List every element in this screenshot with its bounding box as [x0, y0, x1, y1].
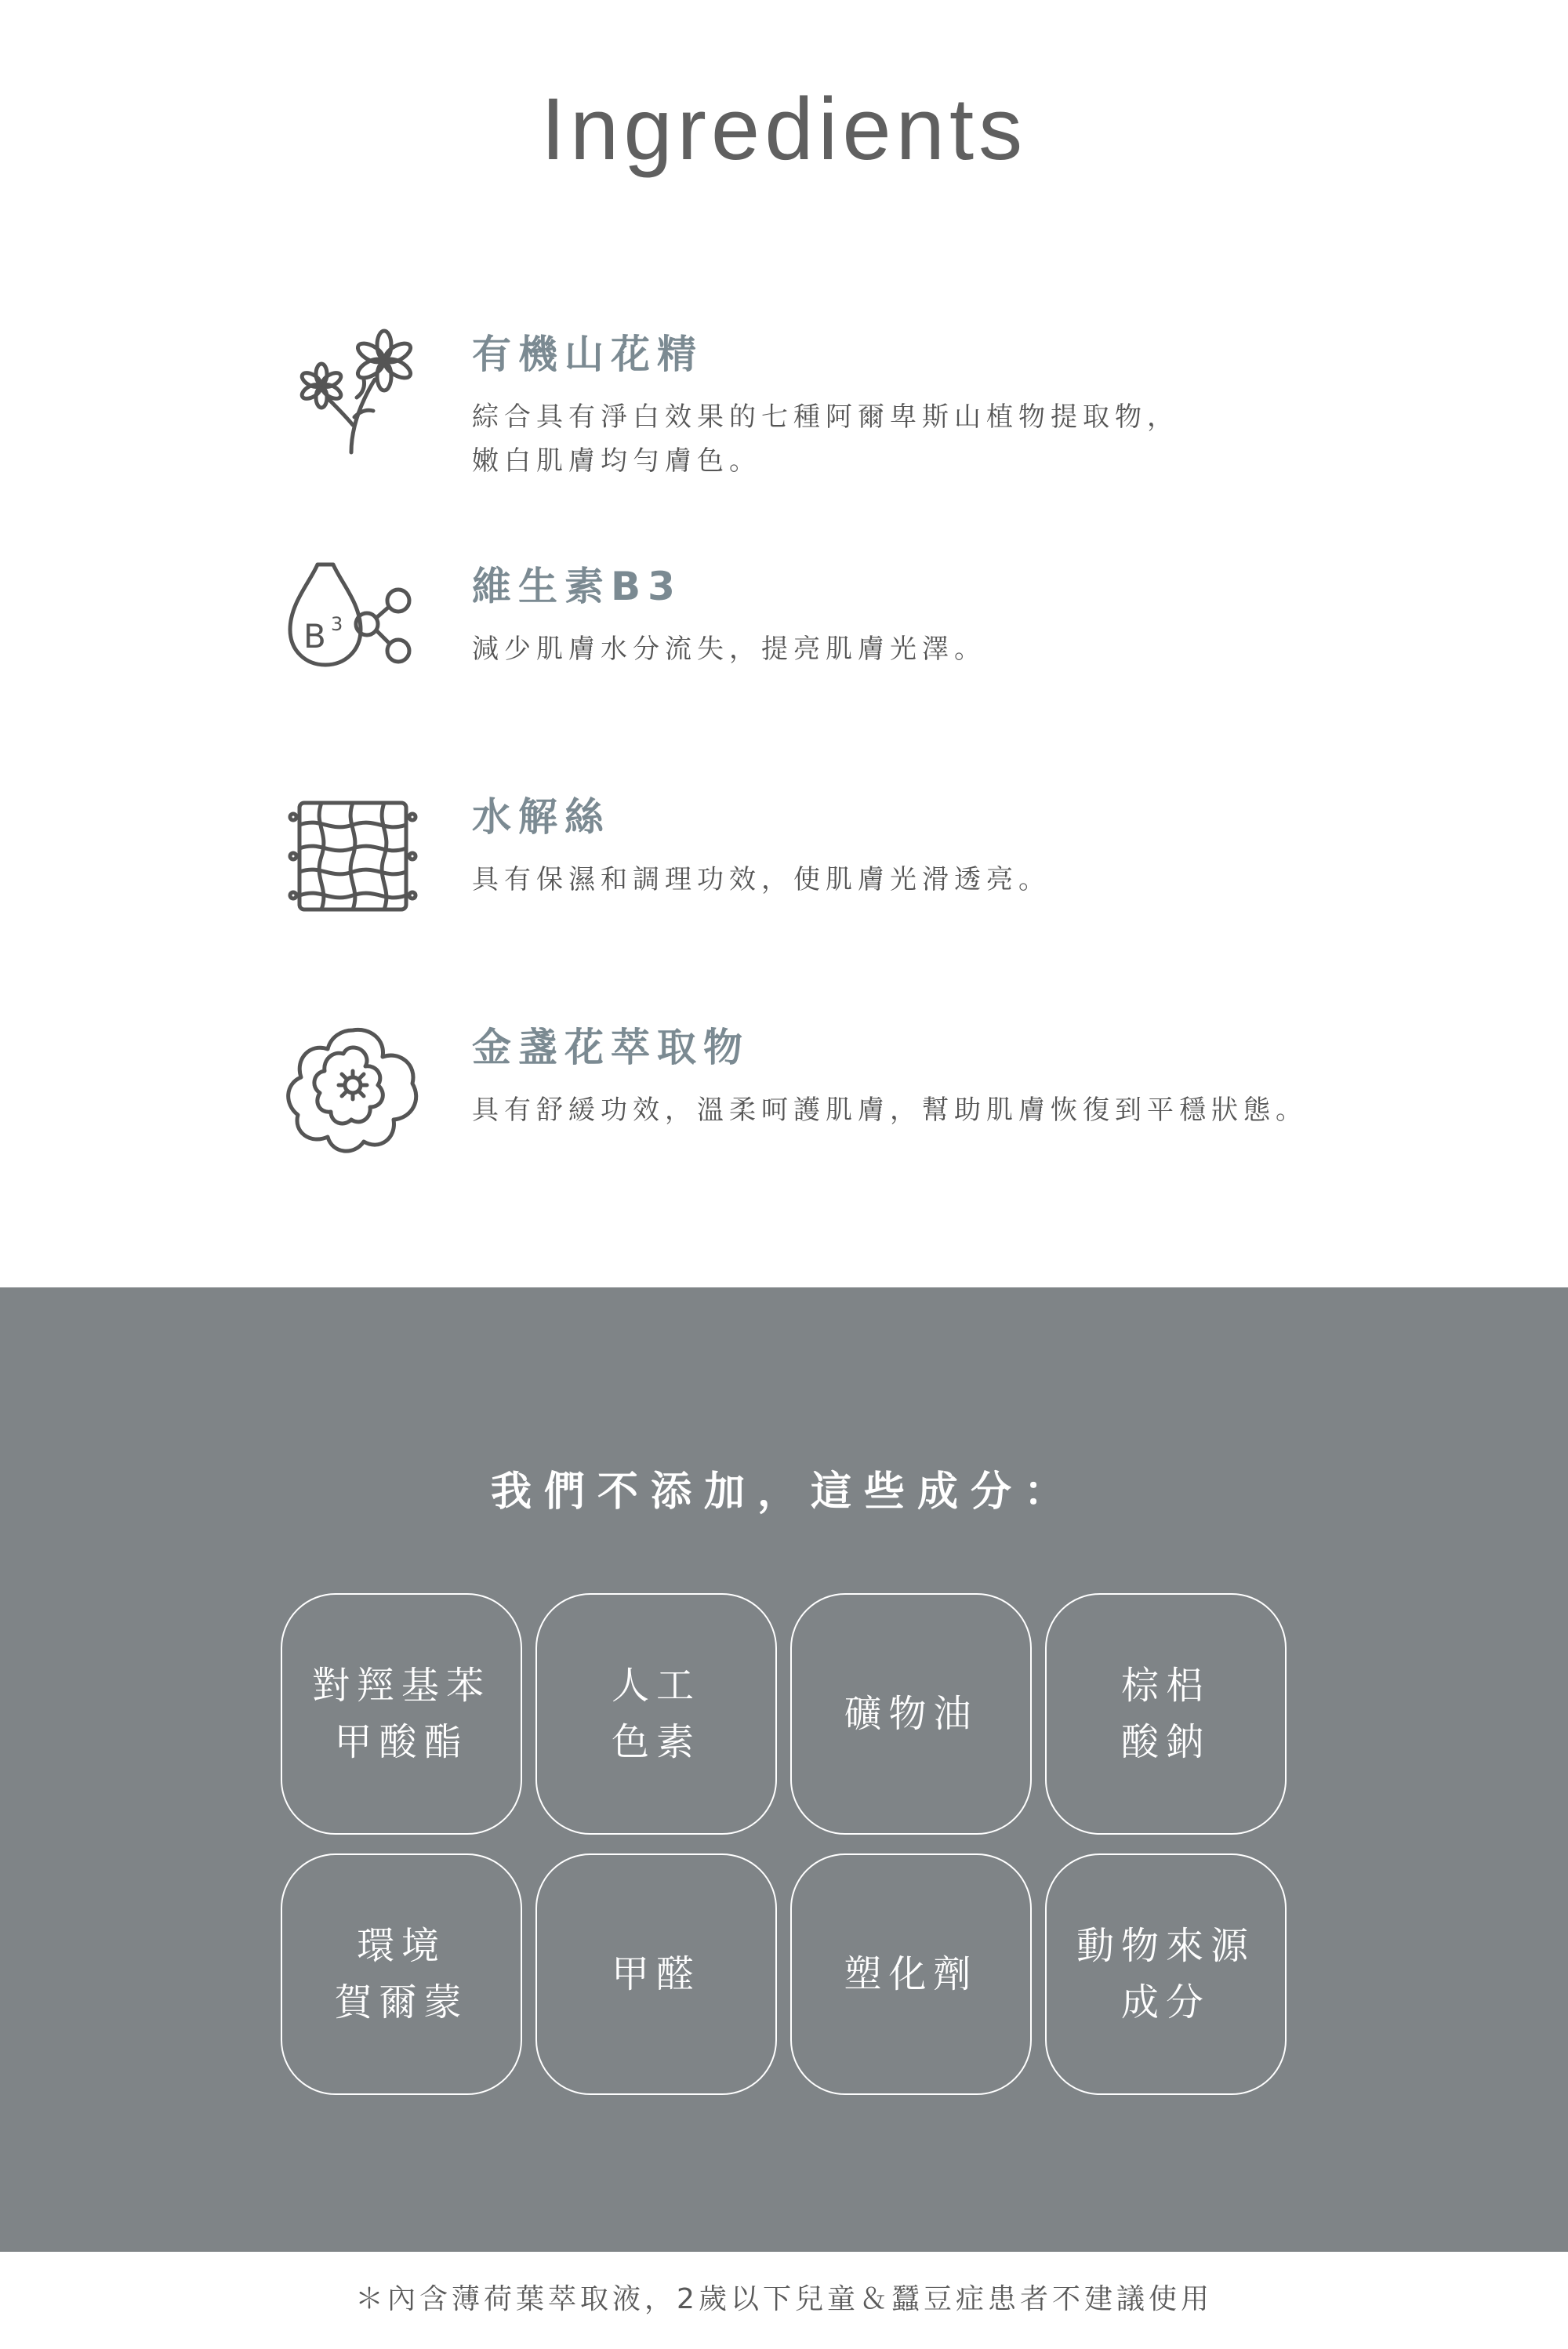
free-from-item: 甲醛 — [535, 1853, 777, 2095]
ingredient-description: 綜合具有淨白效果的七種阿爾卑斯山植物提取物， 嫩白肌膚均勻膚色。 — [472, 401, 1179, 477]
free-from-item: 塑化劑 — [790, 1853, 1032, 2095]
ingredient-name: 水解絲 — [472, 794, 611, 840]
free-from-item: 人工 色素 — [535, 1593, 777, 1835]
page-title: Ingredients — [540, 80, 1028, 178]
free-from-grid — [281, 1593, 1287, 2095]
free-from-item: 礦物油 — [790, 1593, 1032, 1835]
ingredient-description: 減少肌膚水分流失，提亮肌膚光澤。 — [472, 634, 986, 665]
free-from-title: 我們不添加，這些成分： — [490, 1469, 1077, 1516]
free-from-item: 棕梠 酸鈉 — [1045, 1593, 1287, 1835]
b3-molecule-drop-icon — [282, 555, 423, 696]
ingredient-name: 有機山花精 — [472, 332, 703, 377]
ingredient-item-calendula-extract — [282, 1016, 1380, 1165]
ingredient-name: 金盞花萃取物 — [472, 1025, 750, 1070]
b3-superscript: 3 — [331, 613, 343, 635]
free-from-item: 動物來源 成分 — [1045, 1853, 1287, 2095]
ingredient-item-hydrolyzed-silk — [282, 786, 1380, 935]
footnote: ＊內含薄荷葉萃取液，2歲以下兒童＆蠶豆症患者不建議使用 — [355, 2283, 1213, 2315]
woven-silk-icon — [282, 786, 423, 927]
ingredient-item-vitamin-b3 — [282, 555, 1380, 704]
ingredient-name: 維生素B3 — [472, 564, 682, 609]
ingredient-item-organic-alpine-flower — [282, 323, 1380, 477]
free-from-item: 對羥基苯 甲酸酯 — [281, 1593, 522, 1835]
ingredient-description: 具有舒緩功效，溫柔呵護肌膚，幫助肌膚恢復到平穩狀態。 — [472, 1095, 1308, 1126]
flower-sprig-icon — [282, 323, 423, 464]
ingredient-description: 具有保濕和調理功效，使肌膚光滑透亮。 — [472, 864, 1051, 895]
free-from-section — [0, 1287, 1568, 2252]
b3-label: B — [303, 617, 326, 655]
calendula-flower-icon — [282, 1016, 423, 1157]
free-from-item: 環境 賀爾蒙 — [281, 1853, 522, 2095]
